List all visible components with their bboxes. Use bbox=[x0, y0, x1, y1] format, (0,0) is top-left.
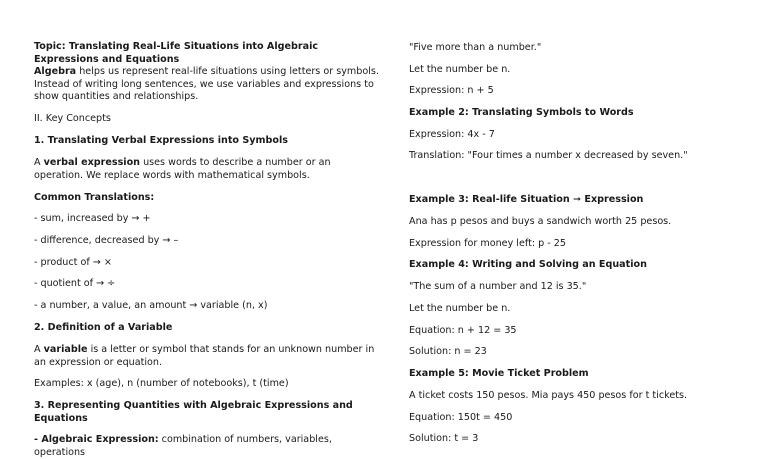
verbal-pre: A bbox=[34, 157, 44, 168]
intro-text: helps us represent real-life situations using letters or symbols. Instead of writing long sentences, we use variables and expressions to show quantities and relationships. bbox=[34, 66, 379, 102]
heading-variable-definition: 2. Definition of a Variable bbox=[34, 322, 173, 333]
common-translations-heading: Common Translations: bbox=[34, 192, 155, 203]
translation-item: - product of → × bbox=[34, 257, 112, 268]
verbal-bold-term: verbal expression bbox=[43, 157, 141, 168]
algebraic-expression-definition bbox=[34, 434, 379, 459]
example4-quote: "The sum of a number and 12 is 35." bbox=[409, 281, 587, 292]
example1-let: Let the number be n. bbox=[409, 64, 511, 75]
example5-equation: Equation: 150t = 450 bbox=[409, 412, 513, 423]
variable-post: is a letter or symbol that stands for an unknown number in an expression or equation. bbox=[34, 344, 375, 368]
example4-heading: Example 4: Writing and Solving an Equation bbox=[409, 259, 647, 270]
algebraic-expression-text: combination of numbers, variables, operations bbox=[34, 434, 332, 458]
translation-item: - a number, a value, an amount → variable (n, x) bbox=[34, 300, 268, 311]
example2-heading: Example 2: Translating Symbols to Words bbox=[409, 107, 634, 118]
intro-bold-term: Algebra bbox=[34, 66, 77, 77]
section-label: II. Key Concepts bbox=[34, 113, 111, 124]
variable-pre: A bbox=[34, 344, 44, 355]
example5-solution: Solution: t = 3 bbox=[409, 433, 479, 444]
example3-heading: Example 3: Real-life Situation ➞ Expression bbox=[409, 194, 644, 205]
verbal-post: uses words to describe a number or an operation. We replace words with mathematical symbols. bbox=[34, 157, 331, 181]
variable-paragraph bbox=[34, 344, 379, 369]
example4-solution: Solution: n = 23 bbox=[409, 346, 487, 357]
heading-verbal-expressions: 1. Translating Verbal Expressions into Symbols bbox=[34, 135, 288, 146]
translation-item: - sum, increased by → + bbox=[34, 213, 151, 224]
translation-item: - difference, decreased by → – bbox=[34, 235, 179, 246]
heading-representing-quantities: 3. Representing Quantities with Algebraic Expressions and Equations bbox=[34, 400, 353, 424]
verbal-expression-paragraph bbox=[34, 157, 379, 182]
example5-text: A ticket costs 150 pesos. Mia pays 450 pesos for t tickets. bbox=[409, 390, 688, 401]
example5-heading: Example 5: Movie Ticket Problem bbox=[409, 368, 589, 379]
example1-expression: Expression: n + 5 bbox=[409, 85, 494, 96]
example4-equation: Equation: n + 12 = 35 bbox=[409, 325, 517, 336]
example2-translation: Translation: "Four times a number x decreased by seven." bbox=[409, 150, 688, 161]
topic-heading: Topic: Translating Real-Life Situations into Algebraic Expressions and Equations bbox=[34, 41, 319, 65]
variable-bold-term: variable bbox=[43, 344, 88, 355]
translation-item: - quotient of → ÷ bbox=[34, 278, 116, 289]
example4-let: Let the number be n. bbox=[409, 303, 511, 314]
example2-expression: Expression: 4x - 7 bbox=[409, 129, 495, 140]
example3-text: Ana has p pesos and buys a sandwich worth 25 pesos. bbox=[409, 216, 672, 227]
example3-expression: Expression for money left: p - 25 bbox=[409, 238, 566, 249]
example1-quote: "Five more than a number." bbox=[409, 42, 542, 53]
variable-examples: Examples: x (age), n (number of notebooks), t (time) bbox=[34, 378, 289, 389]
intro-paragraph bbox=[34, 66, 379, 104]
algebraic-expression-term: - Algebraic Expression: bbox=[34, 434, 159, 445]
